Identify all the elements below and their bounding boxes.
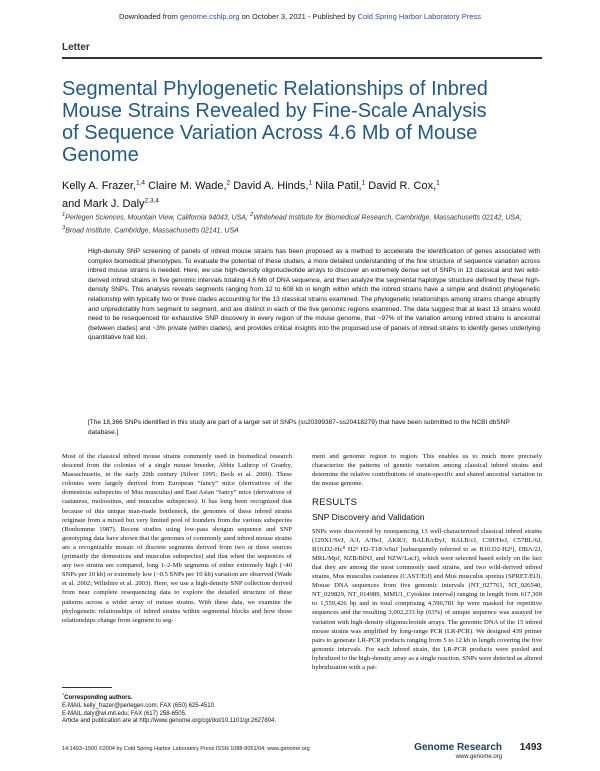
results-paragraph: SNPs were discovered by resequencing 13 well-characterized classical inbred strains (129X1/SvJ, A/J, A/HeJ, AKR/J, BALB/cByJ, BALB/cJ, C3H/HeJ, C57BL/6J, B10.D2-Hc⁰ H2ᵈ H2-T18ᶜ/oSnJ [subsequently referred to as B10.D2-H2ᵈ], DBA/2J, MRL/MpJ, NZB/BlNJ, and NZW/LacJ), which were selected based solely on the fact that they are among the most commonly used strains, and two wild-derived inbred strains, Mus musculus castaneus (CAST/EiJ) and Mus musculus spretus (SPRET/EiJ). Mouse DNA sequences from five genomic intervals (NT_027761, NT_026540, NT_029829, NT_014989, MMU1_Cytokine interval) ranging in length from 617,309 to 1,559,426 bp and in total comprising 4,596,781 bp were masked for repetitive sequences and the resulting 3,002,233 bp (63%) of unique sequence was assayed for variation with high-density oligonucleotide arrays. The genomic DNA of the 15 inbred mouse strains was amplified by long-range PCR (LR-PCR). We designed 439 primer pairs to generate LR-PCR products ranging from 5 to 12 kb in length covering the five genomic intervals. For each inbred strain, the LR-PCR products were pooled and hybridized to the high-density array as a single reaction. SNPs were detected as altered hybridization with a pat- [312,527,542,671]
article-title: Segmental Phylogenetic Relationships of Inbred Mouse Strains Revealed by Fine-Scale Analysis of Sequence Variation Across 4.6 Mb of Mouse Genome [62,78,488,166]
author: Nila Patil,$^1$ [315,179,366,192]
footnote-label: Corresponding authors. [64,695,133,701]
banner-publisher-link[interactable]: Cold Spring Harbor Laboratory Press [357,12,481,21]
abstract: High-density SNP screening of panels of inbred mouse strains has been proposed as a method to accelerate the identification of genes associated with complex biomedical phenotypes. To evaluate the potential of these studies, a more detailed understanding of the fine structure of sequence variation across inbred mouse strains is needed. Here, we use high-density oligonucleotide arrays to discover an extremely dense set of SNPs in 13 classical and two wild-derived inbred strains in five genomic intervals totaling 4.6 Mb of DNA sequence, and then analyze the segmental haplotype structure defined by these high-density SNPs. This analysis reveals segments ranging from 12 to 608 kb in length within which the inbred strains have a simple and distinct phylogenetic relationship with typically two or three clades accounting for the 13 classical strains examined. The phylogenetic relationships among strains change abruptly and unpredictably from segment to segment, and are distinct in each of the five genomic regions examined. The data suggest that at least 13 strains would need to be resequenced for exhaustive SNP discovery in every region of the mouse genome, that ~97% of the variation among inbred strains is ancestral (between clades) and ~3% private (within clades), and provides critical insights into the proposed use of panels of inbred strains to identify genes underlying quantitative trait loci. [88,248,540,342]
author-list [62,175,542,212]
intro-paragraph-continued: ment and genomic region to region. This enables us to much more precisely characterize the patterns of genetic variation among classical inbred strains and determine the relative contributions of strain-specific and shared ancestral variation in the mouse genome. [312,453,542,488]
author: and Mark J. Daly$^{2,3,4}$ [62,197,159,211]
footnote: $^{^4}$Corresponding authors. E-MAIL kelly_frazer@perlegen.com; FAX (650) 625-4510. E-MAIL daly@wi.mit.edu; FAX (617) 258-6505. Article and publication are at http://www.genome.org/cgi/doi/10.1101/gr.2627804. [62,692,292,726]
footnote-rule [62,687,112,688]
affiliations: $^1$Perlegen Sciences, Mountain View, California 94043, USA; $^2$Whitehead Institute for Biomedical Research, Cambridge, Massachusetts 02142, USA; $^3$Broad Institute, Cambridge, Massachusetts 02141, USA [62,212,522,235]
footer-url[interactable]: www.genome.org [455,754,502,760]
banner-prefix: Downloaded from [119,12,178,21]
download-banner [0,12,600,21]
header-rule [62,57,542,59]
author: David A. Hinds,$^1$ [233,179,313,192]
intro-paragraph: Most of the classical inbred mouse strains commonly used in biomedical research descend from the colonies of a single mouse breeder, Abbie Lathrop of Granby, Massachusetts, in the early 20th century (Silver 1995; Beck et al. 2000). These colonies were largely derived from European “fancy” mice (derivatives of the domesticus subspecies of Mus musculus) and East Asian “fancy” mice (derivatives of castaneus, molossinus, and musculus subspecies). It has long been recognized that because of this unique man-made bottleneck, the genomes of these inbred strains originate from a mixed but very limited pool of founders from the various subspecies (Bonhomme 1987). Recent studies using low-pass shotgun sequence and SNP genotyping data have shown that the genomes of commonly used inbred mouse strains are a recognizable mosaic of discrete segments derived from two or three sources (primarily the domesticus and musculus subspecies) and that when the sequences of any two strains are compared, long 1–2-Mb segments of either extremely high (~40 SNPs per 10 kb) or extremely low (~0.5 SNPs per 10 kb) variation are observed (Wade et al. 2002; Wiltshire et al. 2003). Here, we use a high-density SNP collection derived from near complete resequencing data to explore the detailed structure of these patterns across a wider array of mouse strains. With these data, we examine the phylogenetic relationships of inbred strains within segmental blocks and how those relationships change from segment to seg- [62,453,292,624]
dbsnp-note: [The 18,366 SNPs identified in this study are part of a larger set of SNPs (ss20399387–ss20418279) that have been submitted to the NCBI dbSNP database.] [88,419,510,436]
results-heading: RESULTS [312,497,358,509]
right-column [312,452,542,672]
page-number: 1493 [519,742,542,753]
footnote-email[interactable]: E-MAIL kelly_frazer@perlegen.com; FAX (650) 625-4510. [62,702,216,709]
left-column [62,452,292,625]
footnote-email[interactable]: E-MAIL daly@wi.mit.edu; FAX (617) 258-6505. [62,710,187,717]
author: David R. Cox,$^1$ [368,179,440,192]
author: Claire M. Wade,$^2$ [148,179,231,192]
footer-citation: 14:1493–1500 ©2004 by Cold Spring Harbor Laboratory Press ISSN 1088-9051/04; www.genome.org [62,746,310,752]
footnote-doi[interactable]: Article and publication are at http://www.genome.org/cgi/doi/10.1101/gr.2627804. [62,718,277,725]
banner-site-link[interactable]: genome.cshlp.org [179,12,240,21]
author: Kelly A. Frazer,$^{1,4}$ [62,179,146,192]
affiliation: Perlegen Sciences, Mountain View, California 94043, USA; [65,214,249,222]
subheading: SNP Discovery and Validation [312,512,425,523]
footer-journal: Genome Research [414,742,502,753]
affiliation: Whitehead Institute for Biomedical Research, Cambridge, Massachusetts 02142, USA; [253,214,522,222]
section-label: Letter [62,42,90,53]
banner-middle: on October 3, 2021 - Published by [241,12,356,21]
affiliation: Broad Institute, Cambridge, Massachusetts 02141, USA [65,227,239,235]
